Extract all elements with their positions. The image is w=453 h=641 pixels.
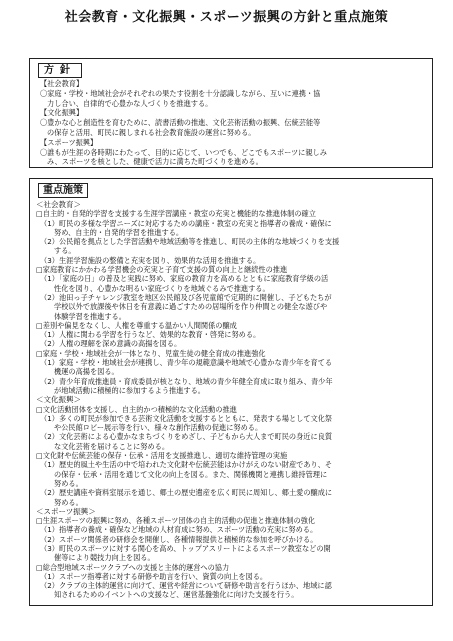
key-measure-line: □家庭・学校・地域社会が一体となり、児童生徒の健全育成の推進強化 <box>36 348 266 358</box>
key-measure-line: （2）歴史講座や資料室展示を通じ、郷土の歴史遺産を広く町民に周知し、郷土愛の醸成に <box>40 488 333 498</box>
policy-line: 【文化振興】 <box>40 108 84 118</box>
key-measure-line: （1）「家庭の日」の普及と実践に努め、家庭の教育力を高めるとともに家庭教育学級の活 <box>40 274 329 284</box>
key-measure-line: 機運の高揚を図る。 <box>54 367 119 377</box>
policy-line: 【スポーツ振興】 <box>40 137 98 147</box>
key-measure-line: 努める。 <box>54 478 83 488</box>
key-measures-content <box>36 200 428 600</box>
key-measure-line: （1）指導者の養成・確保など地域の人材育成に努め、スポーツ活動の充実に努める。 <box>40 525 318 535</box>
key-measure-line: する。 <box>54 246 76 256</box>
policy-header: 方針 <box>38 63 82 78</box>
policy-line: 【社会教育】 <box>40 79 84 88</box>
policy-line: 〇誰もが生涯の各時期にわたって、目的に応じて、いつでも、どこでもスポーツに親しみ <box>40 147 327 157</box>
key-measure-line: （1）歴史的風土や生活の中で培われた文化財や伝統芸能はかけがえのない財産であり、そ <box>40 460 333 470</box>
key-measure-line: （2）文化芸術による心豊かなまちづくりをめざし、子どもから大人まで町民の身近に良質 <box>40 432 333 442</box>
key-measure-line: （1）人権に関わる学習を行うなど、効果的な教育・啓発に努める。 <box>40 330 261 340</box>
policy-line: 〇家庭・学校・地域社会がそれぞれの果たす役割を十分認識しながら、互いに連携・協 <box>40 88 321 98</box>
policy-line: 〇豊かな心と創造性を育むために、読書活動の推進、文化芸術活動の振興、伝統芸能等 <box>40 118 321 128</box>
key-measure-line: 学校以外で放課後や休日を有意義に過ごすための居場所を作り仲間との健全な遊びや <box>54 302 328 312</box>
policy-line: み、スポーツを核とした、健康で活力に満ちた町づくりを進める。 <box>47 157 263 167</box>
key-measure-line: □文化財や伝統芸能の保存・伝承・活用を支援推進し、適切な維持管理の実施 <box>36 451 288 461</box>
key-measure-line: （1）多くの町民が参加できる芸術文化活動を支援するとともに、発表する場として文化祭 <box>40 413 333 423</box>
key-measure-line: □生涯スポーツの振興に努め、各種スポーツ団体の自主的活動の促進と推進体制の強化 <box>36 516 316 526</box>
key-measure-line: □家庭教育にかかわる学習機会の充実と子育て支援の質の向上と継続性の推進 <box>36 265 288 275</box>
key-measure-line: ＜文化振興＞ <box>36 395 81 405</box>
key-measures-box <box>29 178 433 606</box>
key-measure-line: （2）スポーツ関係者の研修会を開催し、各種情報提供と積極的な参加を呼びかける。 <box>40 534 318 544</box>
key-measure-line: （2）クラブの主体的運営に向けて、運営や経営について研修や助言を行うほか、地域に認 <box>40 581 332 591</box>
key-measure-line: 催等により競技力向上を図る。 <box>54 553 155 563</box>
policy-content <box>36 79 428 167</box>
key-measure-line: 努め、自主的・自発的学習を推進する。 <box>54 227 184 237</box>
page-title: 社会教育・文化振興・スポーツ振興の方針と重点施策 <box>64 10 389 25</box>
key-measure-line: □差別や偏見をなくし、人権を尊重する温かい人間関係の醸成 <box>36 320 237 330</box>
key-measure-line: （3）生涯学習施設の整備と充実を図り、効果的な活用を推進する。 <box>40 255 261 265</box>
key-measure-line: （2）人権の理解を深め意識の高揚を図る。 <box>40 339 182 349</box>
key-measure-line: （2）青少年育成推進員・育成委員が核となり、地域の青少年健全育成に取り組み、青少年 <box>40 376 333 386</box>
key-measure-line: □自主的・自発的学習を支援する生涯学習講座・教室の充実と機能的な推進体制の確立 <box>36 209 316 219</box>
key-measure-line: ＜スポーツ振興＞ <box>36 506 96 516</box>
key-measure-line: （2）公民館を拠点とした学習活動や地域活動等を推進し、町民の主体的な地域づくりを支援 <box>40 237 340 247</box>
key-measure-line: □総合型地域スポーツクラブへの支援と主体的運営への協力 <box>36 562 230 572</box>
key-measure-line: や公民館ロビー展示等を行い、様々な創作活動の促進に努める。 <box>54 423 263 433</box>
key-measure-line: （1）家庭・学校・地域社会が連携し、青少年の規範意識や地域で心豊かな青少年を育てる <box>40 358 333 368</box>
key-measure-line: 努める。 <box>54 497 83 507</box>
key-measure-line: （2）池田っ子チャレンジ教室を地区公民館及び各児童館で定期的に開催し、子どもたちが <box>40 292 332 302</box>
policy-line: 力し合い、自律的で心豊かな人づくりを推進する。 <box>47 98 213 108</box>
key-measure-line: （1）スポーツ指導者に対する研修や助言を行い、資質の向上を図る。 <box>40 571 268 581</box>
policy-line: の保存と活用、町民に親しまれる社会教育施設の運営に努める。 <box>47 127 256 137</box>
key-measure-line: が地域活動に積極的に参加するよう推進する。 <box>54 385 205 395</box>
key-measures-header: 重点施策 <box>38 183 88 198</box>
policy-box <box>29 58 433 168</box>
key-measure-line: 性化を図り、心豊かな明るい家庭づくりを地域ぐるみで推進する。 <box>54 283 270 293</box>
key-measure-line: の保存・伝承・活用を通じて文化の向上を図る。また、関係機関と連携し維持管理に <box>54 469 328 479</box>
key-measure-line: （1）町民の多様な学習ニーズに対応するための講座・教室の充実と指導者の養成・確保に <box>40 218 332 228</box>
key-measure-line: （3）町民のスポーツに対する関心を高め、トップアスリートによるスポーツ教室などの開 <box>40 543 331 553</box>
key-measure-line: 知されるためのイベントへの支援など、運営基盤強化に向けた支援を行う。 <box>54 590 299 600</box>
key-measure-line: ＜社会教育＞ <box>36 200 81 209</box>
key-measure-line: 体験学習を推進する。 <box>54 311 126 321</box>
key-measure-line: な文化芸術を届けることに努める。 <box>54 441 170 451</box>
key-measure-line: □文化活動団体を支援し、自主的かつ積極的な文化活動の推進 <box>36 404 237 414</box>
